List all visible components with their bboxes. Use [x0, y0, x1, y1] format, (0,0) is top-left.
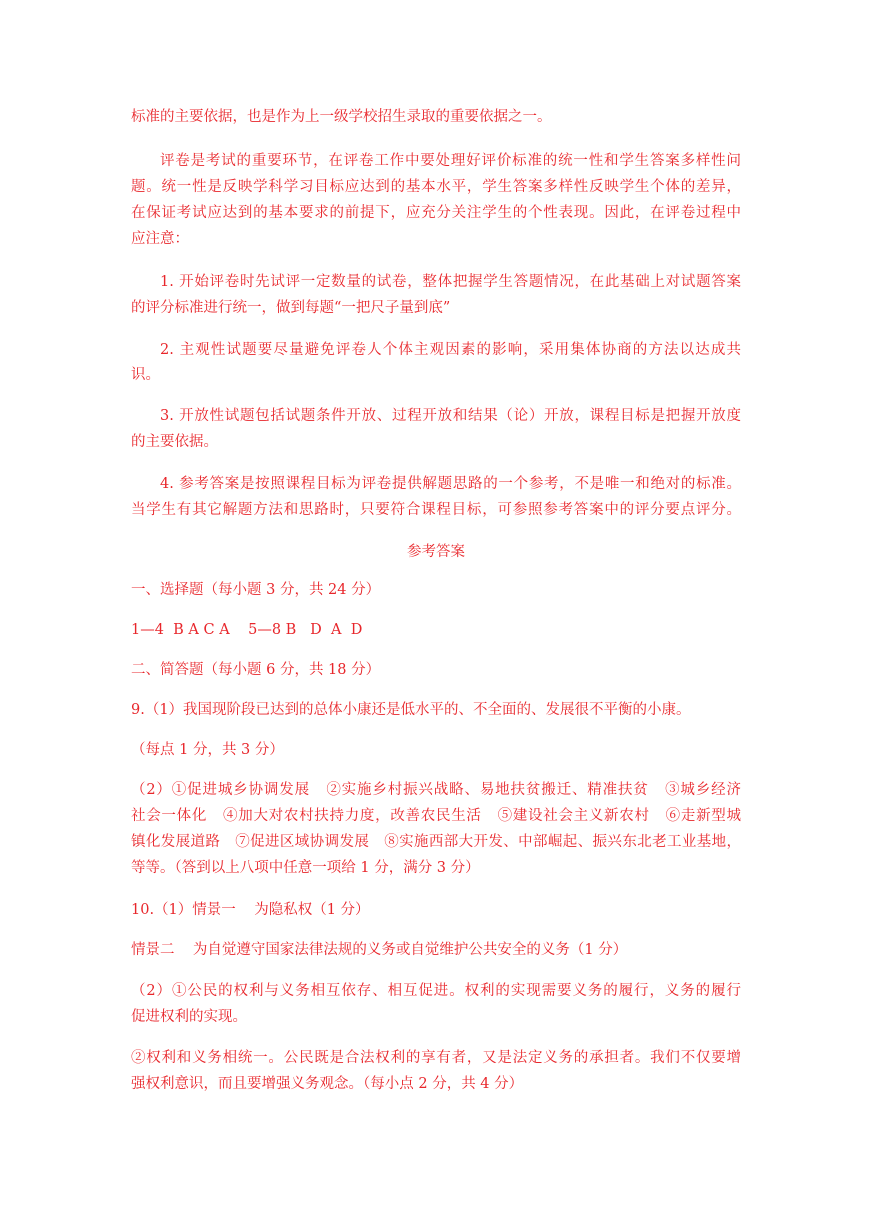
answer-line: 10.（1）情景一 为隐私权（1 分） — [131, 902, 370, 918]
paragraph-line: 标准的主要依据，也是作为上一级学校招生录取的重要依据之一。 — [131, 109, 552, 125]
paragraph-line: 4. 参考答案是按照课程目标为评卷提供解题思路的一个参考，不是唯一和绝对的标准。 — [160, 476, 741, 492]
answer-line: 强权利意识，而且要增强义务观念。（每小点 2 分，共 4 分） — [131, 1076, 524, 1092]
answer-line: （每点 1 分，共 3 分） — [131, 742, 284, 758]
paragraph-line: 题。统一性是反映学科学习目标应达到的基本水平，学生答案多样性反映学生个体的差异， — [131, 179, 741, 195]
answer-line: 社会一体化 ④加大对农村扶持力度，改善农民生活 ⑤建设社会主义新农村 ⑥走新型城 — [131, 808, 741, 824]
answer-line: 镇化发展道路 ⑦促进区域协调发展 ⑧实施西部大开发、中部崛起、振兴东北老工业基地， — [131, 834, 741, 850]
paragraph-line: 评卷是考试的重要环节，在评卷工作中要处理好评价标准的统一性和学生答案多样性问 — [160, 153, 741, 169]
choice-answers: 1—4 B A C A 5—8 B D A D — [131, 622, 363, 638]
paragraph-line: 的评分标准进行统一，做到每题“一把尺子量到底” — [131, 300, 451, 316]
paragraph-line: 应注意： — [131, 231, 189, 247]
answer-line: 情景二 为自觉遵守国家法律法规的义务或自觉维护公共安全的义务（1 分） — [131, 942, 628, 958]
paragraph-line: 当学生有其它解题方法和思路时，只要符合课程目标，可参照参考答案中的评分要点评分。 — [131, 502, 741, 518]
paragraph-line: 2. 主观性试题要尽量避免评卷人个体主观因素的影响，采用集体协商的方法以达成共 — [160, 342, 741, 358]
paragraph-line: 1. 开始评卷时先试评一定数量的试卷，整体把握学生答题情况，在此基础上对试题答案 — [160, 274, 741, 290]
answer-line: 促进权利的实现。 — [131, 1009, 247, 1025]
paragraph-line: 的主要依据。 — [131, 434, 218, 450]
section-title: 二、简答题（每小题 6 分，共 18 分） — [131, 662, 381, 678]
paragraph-line: 在保证考试应达到的基本要求的前提下，应充分关注学生的个性表现。因此，在评卷过程中 — [131, 205, 741, 221]
paragraph-line: 3. 开放性试题包括试题条件开放、过程开放和结果（论）开放，课程目标是把握开放度 — [160, 408, 741, 424]
section-title: 一、选择题（每小题 3 分，共 24 分） — [131, 582, 381, 598]
answer-line: 等等。（答到以上八项中任意一项给 1 分，满分 3 分） — [131, 860, 480, 876]
answer-line: ②权利和义务相统一。公民既是合法权利的享有者，又是法定义务的承担者。我们不仅要增 — [131, 1050, 741, 1066]
paragraph-line: 识。 — [131, 367, 160, 383]
answer-line: （2）①促进城乡协调发展 ②实施乡村振兴战略、易地扶贫搬迁、精准扶贫 ③城乡经济 — [131, 782, 741, 798]
answer-line: （2）①公民的权利与义务相互依存、相互促进。权利的实现需要义务的履行，义务的履行 — [131, 983, 741, 999]
answer-line: 9.（1）我国现阶段已达到的总体小康还是低水平的、不全面的、发展很不平衡的小康。 — [131, 702, 691, 718]
answers-heading: 参考答案 — [407, 544, 465, 560]
